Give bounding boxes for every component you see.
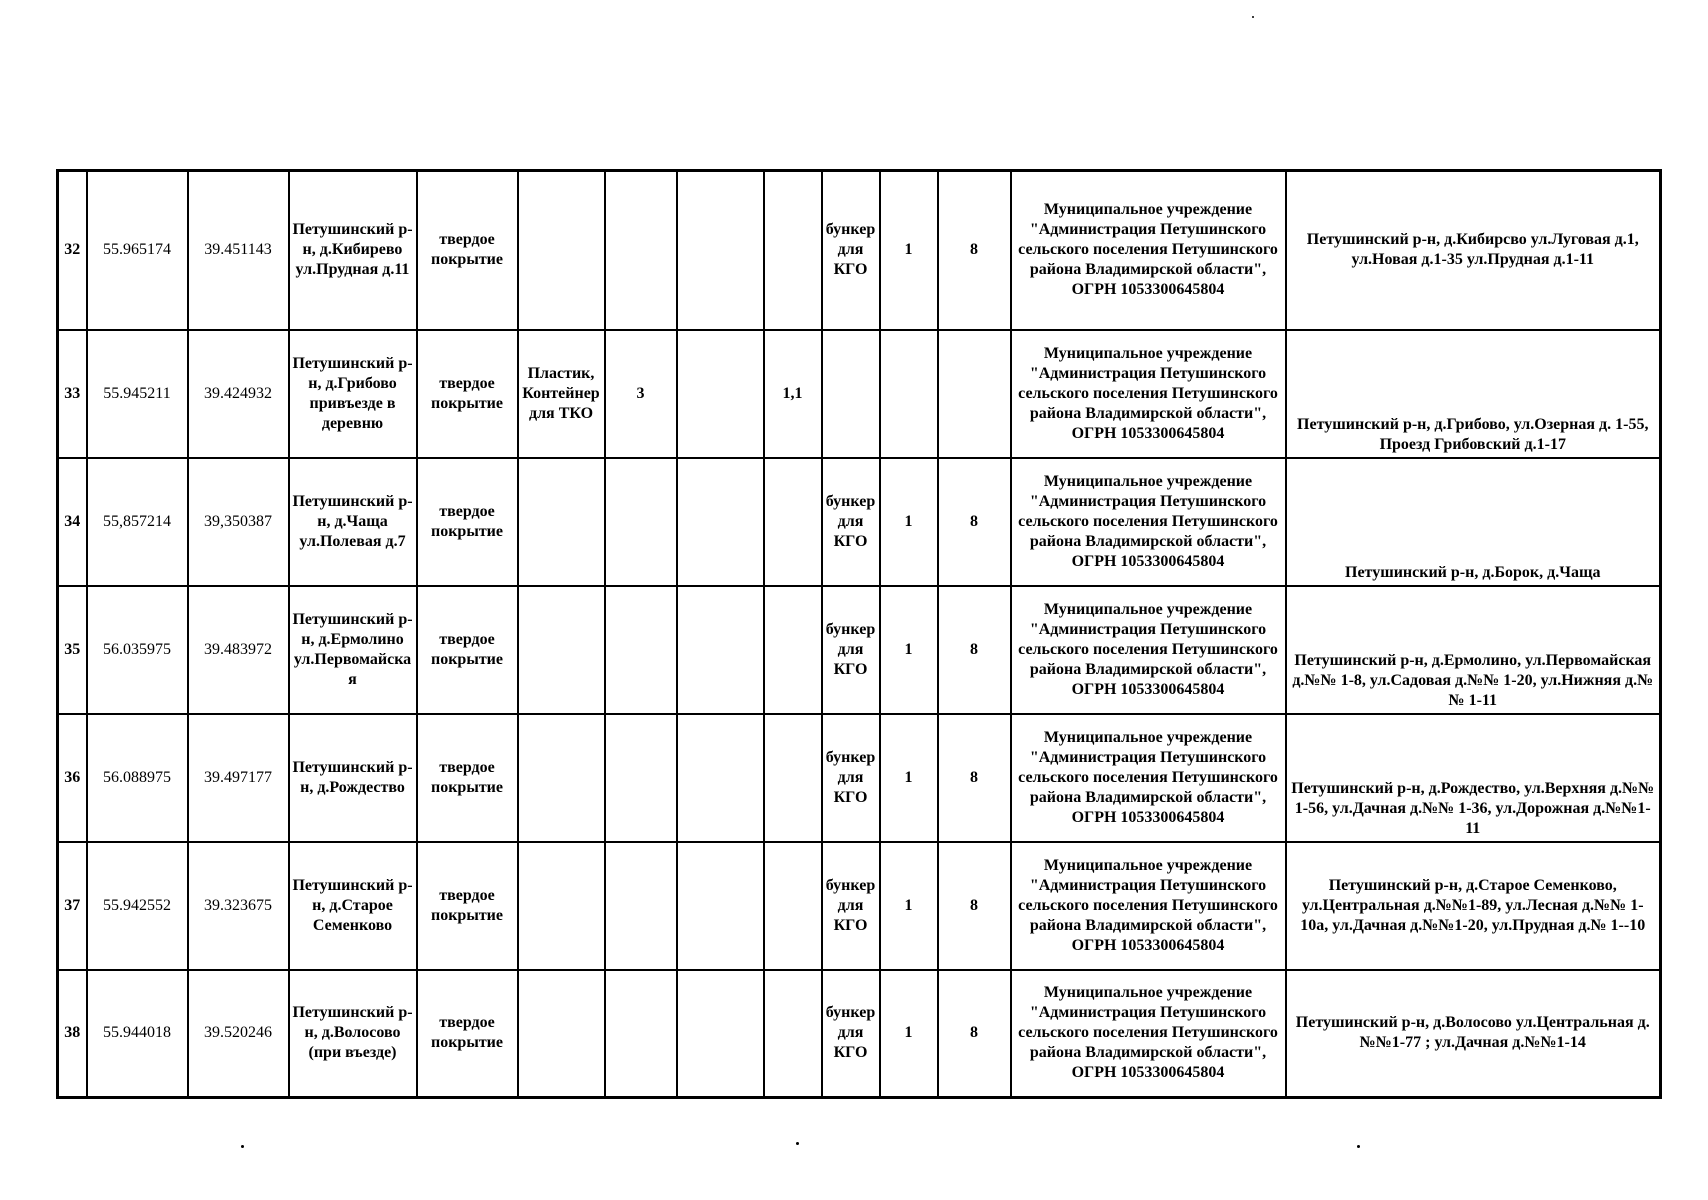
scan-speck — [241, 1145, 244, 1148]
bunker-volume-cell: 8 — [938, 171, 1011, 330]
container-count-cell — [605, 171, 677, 330]
container-type-cell — [518, 171, 605, 330]
container-volume-cell — [764, 458, 822, 586]
bunker-count-cell: 1 — [880, 842, 938, 970]
container-volume-cell — [764, 586, 822, 714]
empty-cell — [677, 842, 764, 970]
served-addresses-cell: Петушинский р-н, д.Ермолино, ул.Первомайская д.№№ 1-8, ул.Садовая д.№№ 1-20, ул.Нижняя д.№№ 1-11 — [1286, 586, 1661, 714]
served-addresses-cell: Петушинский р-н, д.Грибово, ул.Озерная д. 1-55, Проезд Грибовский д.1-17 — [1286, 330, 1661, 458]
owner-cell: Муниципальное учреждение "Администрация Петушинского сельского поселения Петушинского района Владимирской области", ОГРН 1053300645804 — [1011, 714, 1286, 842]
longitude-cell: 39.451143 — [188, 171, 289, 330]
empty-cell — [677, 714, 764, 842]
table-row — [58, 171, 1661, 330]
latitude-cell: 55,857214 — [87, 458, 188, 586]
container-type-cell: Пластик, Контейнер для ТКО — [518, 330, 605, 458]
table-row — [58, 586, 1661, 714]
bunker-type-cell: бункер для КГО — [822, 586, 880, 714]
surface-cell: твердое покрытие — [417, 586, 518, 714]
empty-cell — [677, 330, 764, 458]
table-row — [58, 330, 1661, 458]
longitude-cell: 39.323675 — [188, 842, 289, 970]
served-addresses-cell: Петушинский р-н, д.Борок, д.Чаща — [1286, 458, 1661, 586]
container-volume-cell: 1,1 — [764, 330, 822, 458]
latitude-cell: 56.088975 — [87, 714, 188, 842]
surface-cell: твердое покрытие — [417, 330, 518, 458]
longitude-cell: 39,350387 — [188, 458, 289, 586]
owner-cell: Муниципальное учреждение "Администрация Петушинского сельского поселения Петушинского района Владимирской области", ОГРН 1053300645804 — [1011, 970, 1286, 1098]
bunker-count-cell: 1 — [880, 458, 938, 586]
container-count-cell: 3 — [605, 330, 677, 458]
row-number-cell: 32 — [58, 171, 87, 330]
bunker-type-cell: бункер для КГО — [822, 714, 880, 842]
container-type-cell — [518, 842, 605, 970]
container-volume-cell — [764, 714, 822, 842]
scan-speck — [1357, 1145, 1360, 1148]
latitude-cell: 55.965174 — [87, 171, 188, 330]
owner-cell: Муниципальное учреждение "Администрация Петушинского сельского поселения Петушинского района Владимирской области", ОГРН 1053300645804 — [1011, 458, 1286, 586]
container-count-cell — [605, 842, 677, 970]
served-addresses-cell: Петушинский р-н, д.Старое Семенково, ул.Центральная д.№№1-89, ул.Лесная д.№№ 1-10а, ул.Дачная д.№№1-20, ул.Прудная д.№ 1--10 — [1286, 842, 1661, 970]
bunker-type-cell: бункер для КГО — [822, 842, 880, 970]
row-number-cell: 36 — [58, 714, 87, 842]
owner-cell: Муниципальное учреждение "Администрация Петушинского сельского поселения Петушинского района Владимирской области", ОГРН 1053300645804 — [1011, 330, 1286, 458]
container-volume-cell — [764, 970, 822, 1098]
served-addresses-cell: Петушинский р-н, д.Волосово ул.Центральная д.№№1-77 ; ул.Дачная д.№№1-14 — [1286, 970, 1661, 1098]
empty-cell — [677, 970, 764, 1098]
table-row — [58, 842, 1661, 970]
container-volume-cell — [764, 842, 822, 970]
container-type-cell — [518, 714, 605, 842]
bunker-type-cell: бункер для КГО — [822, 970, 880, 1098]
container-type-cell — [518, 458, 605, 586]
bunker-volume-cell: 8 — [938, 714, 1011, 842]
bunker-type-cell: бункер для КГО — [822, 171, 880, 330]
surface-cell: твердое покрытие — [417, 970, 518, 1098]
container-count-cell — [605, 714, 677, 842]
bunker-volume-cell: 8 — [938, 586, 1011, 714]
waste-sites-table — [56, 169, 1662, 1099]
bunker-volume-cell: 8 — [938, 458, 1011, 586]
owner-cell: Муниципальное учреждение "Администрация Петушинского сельского поселения Петушинского района Владимирской области", ОГРН 1053300645804 — [1011, 586, 1286, 714]
empty-cell — [677, 171, 764, 330]
bunker-count-cell: 1 — [880, 970, 938, 1098]
address-cell: Петушинский р-н, д.Рождество — [289, 714, 417, 842]
container-count-cell — [605, 970, 677, 1098]
longitude-cell: 39.520246 — [188, 970, 289, 1098]
bunker-count-cell: 1 — [880, 714, 938, 842]
address-cell: Петушинский р-н, д.Ермолино ул.Первомайская — [289, 586, 417, 714]
surface-cell: твердое покрытие — [417, 842, 518, 970]
row-number-cell: 33 — [58, 330, 87, 458]
row-number-cell: 38 — [58, 970, 87, 1098]
container-count-cell — [605, 586, 677, 714]
table-row — [58, 458, 1661, 586]
address-cell: Петушинский р-н, д.Чаща ул.Полевая д.7 — [289, 458, 417, 586]
latitude-cell: 56.035975 — [87, 586, 188, 714]
longitude-cell: 39.483972 — [188, 586, 289, 714]
served-addresses-cell: Петушинский р-н, д.Рождество, ул.Верхняя д.№№ 1-56, ул.Дачная д.№№ 1-36, ул.Дорожная д.№№1-11 — [1286, 714, 1661, 842]
container-type-cell — [518, 970, 605, 1098]
table-row — [58, 714, 1661, 842]
container-count-cell — [605, 458, 677, 586]
scan-speck — [796, 1142, 799, 1145]
longitude-cell: 39.424932 — [188, 330, 289, 458]
table-body — [58, 171, 1661, 1098]
row-number-cell: 34 — [58, 458, 87, 586]
owner-cell: Муниципальное учреждение "Администрация Петушинского сельского поселения Петушинского района Владимирской области", ОГРН 1053300645804 — [1011, 171, 1286, 330]
bunker-type-cell: бункер для КГО — [822, 458, 880, 586]
surface-cell: твердое покрытие — [417, 458, 518, 586]
row-number-cell: 37 — [58, 842, 87, 970]
row-number-cell: 35 — [58, 586, 87, 714]
bunker-count-cell — [880, 330, 938, 458]
bunker-volume-cell: 8 — [938, 970, 1011, 1098]
surface-cell: твердое покрытие — [417, 171, 518, 330]
empty-cell — [677, 586, 764, 714]
longitude-cell: 39.497177 — [188, 714, 289, 842]
bunker-count-cell: 1 — [880, 586, 938, 714]
address-cell: Петушинский р-н, д.Старое Семенково — [289, 842, 417, 970]
latitude-cell: 55.944018 — [87, 970, 188, 1098]
owner-cell: Муниципальное учреждение "Администрация Петушинского сельского поселения Петушинского района Владимирской области", ОГРН 1053300645804 — [1011, 842, 1286, 970]
latitude-cell: 55.945211 — [87, 330, 188, 458]
bunker-volume-cell — [938, 330, 1011, 458]
scan-speck — [1252, 16, 1254, 18]
address-cell: Петушинский р-н, д.Грибово привъезде в деревню — [289, 330, 417, 458]
bunker-volume-cell: 8 — [938, 842, 1011, 970]
address-cell: Петушинский р-н, д.Кибирево ул.Прудная д.11 — [289, 171, 417, 330]
address-cell: Петушинский р-н, д.Волосово (при въезде) — [289, 970, 417, 1098]
surface-cell: твердое покрытие — [417, 714, 518, 842]
container-type-cell — [518, 586, 605, 714]
served-addresses-cell: Петушинский р-н, д.Кибирсво ул.Луговая д.1, ул.Новая д.1-35 ул.Прудная д.1-11 — [1286, 171, 1661, 330]
latitude-cell: 55.942552 — [87, 842, 188, 970]
bunker-type-cell — [822, 330, 880, 458]
empty-cell — [677, 458, 764, 586]
container-volume-cell — [764, 171, 822, 330]
bunker-count-cell: 1 — [880, 171, 938, 330]
table-row — [58, 970, 1661, 1098]
